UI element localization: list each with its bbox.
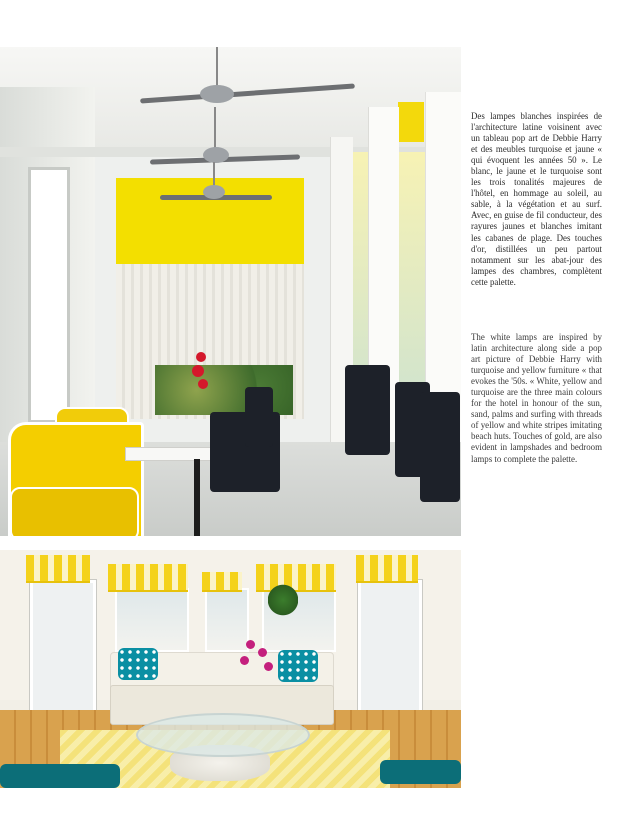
fan-hub (200, 85, 234, 103)
french-door (358, 580, 422, 726)
dark-chair (345, 365, 390, 455)
french-door (30, 580, 96, 726)
teal-chair (380, 760, 461, 784)
red-flower (198, 379, 208, 389)
striped-awning (26, 555, 90, 583)
fan-hub (203, 147, 229, 163)
fan-hub (203, 185, 225, 199)
glass-coffee-table (136, 713, 310, 757)
photo-restaurant (0, 47, 461, 536)
fan-rod (214, 107, 216, 152)
red-flower (196, 352, 206, 362)
striped-awning (202, 572, 242, 592)
photo-lounge (0, 550, 461, 788)
striped-awning (108, 564, 188, 592)
table-leg (194, 459, 200, 536)
fan-rod (213, 162, 215, 187)
dark-chair (420, 392, 460, 502)
banquette-seat (10, 487, 139, 536)
window (115, 588, 189, 652)
turquoise-pillow (118, 648, 158, 680)
yellow-awning (398, 102, 424, 142)
red-flower (192, 365, 204, 377)
palm-plant (268, 580, 298, 620)
teal-chair (0, 764, 120, 788)
article-paragraph-fr: Des lampes blanches inspirées de l'architecture latine voisinent avec un tableau pop art de Debbie Harry et des meubles turquoise et jaune « qui évoquent les années 50 ». Le blanc, le jaune et le turquoise sont les trois tonalités majeures de l'hôtel, en hommage au soleil, au sable, à la végétation et au surf. Avec, en guise de fil conducteur, des rayures jaunes et blanches imitant les cabanes de plage. Des touches d'or, distillées un peu partout notamment sur les abat-jour des lampes des chambres, complètent cette palette. (471, 111, 602, 287)
dark-chair (245, 387, 273, 447)
striped-awning (356, 555, 418, 583)
turquoise-pillow (278, 650, 318, 682)
left-window (28, 167, 70, 423)
article-paragraph-en: The white lamps are inspired by latin architecture along side a pop art picture of Debbie Harry with turquoise and yellow furniture « that evokes the '50s. « White, yellow and turquoise are the three main colours for the hotel in honour of the sun, sand, palms and surfing with threads of yellow and white stripes imitating beach huts. Touches of gold, are also evident in lampshades and bedroom lamps to complete the palette. (471, 332, 602, 464)
orchid-plant (238, 638, 278, 708)
